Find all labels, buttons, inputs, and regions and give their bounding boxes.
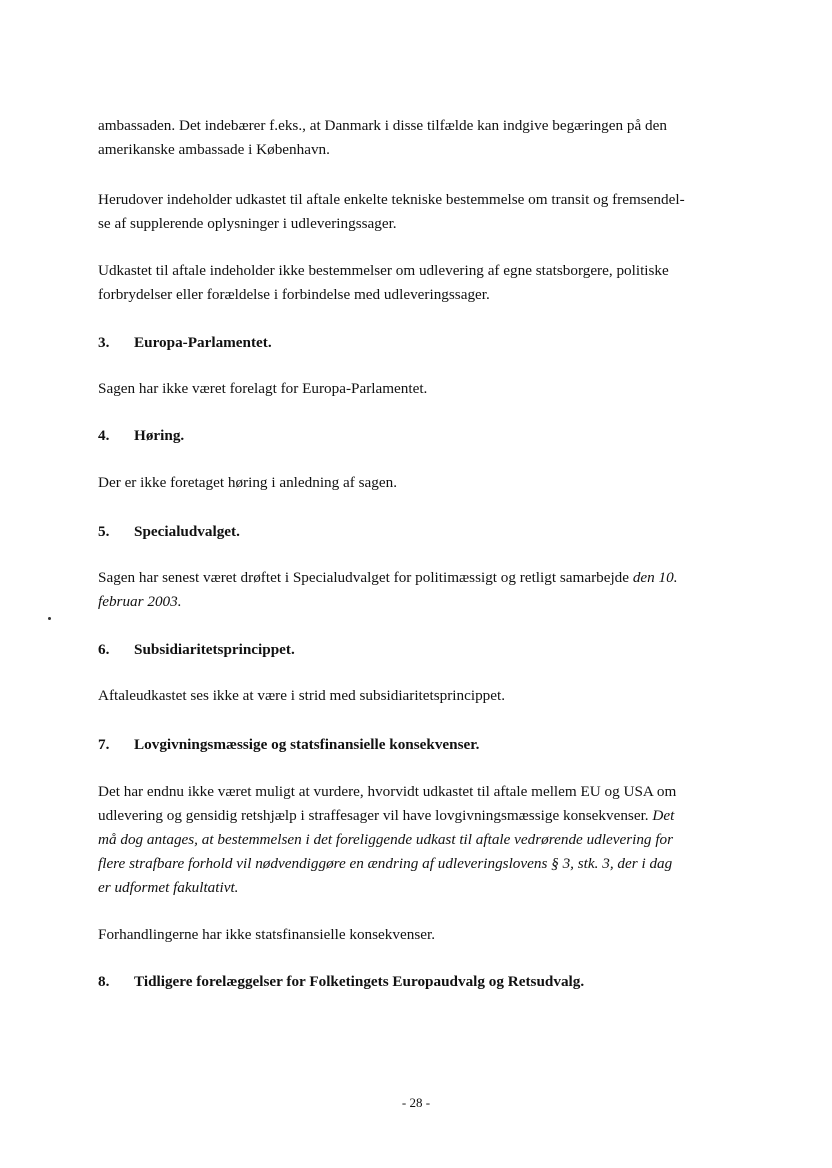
section-title: Europa-Parlamentet. [134, 334, 272, 351]
text-regular: udlevering og gensidig retshjælp i straffesager vil have lovgivningsmæssige konsekvenser. [98, 807, 653, 824]
text-line [98, 804, 748, 828]
text-line: Udkastet til aftale indeholder ikke bestemmelser om udlevering af egne statsborgere, politiske [98, 262, 669, 279]
section-heading-3 [98, 331, 748, 355]
text-line: flere strafbare forhold vil nødvendiggøre en ændring af udleveringslovens § 3, stk. 3, der i dag [98, 855, 673, 872]
section-heading-4 [98, 424, 748, 448]
text-line: se af supplerende oplysninger i udleveringssager. [98, 215, 397, 232]
section-title: Specialudvalget. [134, 523, 240, 540]
text-line: må dog antages, at bestemmelsen i det foreliggende udkast til aftale vedrørende udlevering for [98, 831, 674, 848]
text-line: Der er ikke foretaget høring i anledning af sagen. [98, 474, 397, 491]
paragraph-forhandlingerne [98, 923, 748, 947]
section-number: 8. [98, 973, 110, 990]
text-line: Forhandlingerne har ikke statsfinansielle konsekvenser. [98, 926, 435, 943]
paragraph-hoering [98, 471, 748, 495]
section-heading-6 [98, 638, 748, 662]
paragraph-specialudvalget [98, 566, 748, 614]
section-title: Subsidiaritetsprincippet. [134, 641, 295, 658]
text-italic: den 10. [632, 569, 678, 586]
section-title: Høring. [134, 427, 185, 444]
section-number: 5. [98, 523, 110, 540]
section-heading-5 [98, 520, 748, 544]
section-title: Lovgivningsmæssige og statsfinansielle konsekvenser. [134, 736, 480, 753]
paragraph-udkastet [98, 259, 748, 307]
paragraph-lovgivning [98, 780, 748, 900]
paragraph-subsidiaritet [98, 684, 748, 708]
text-line: Aftaleudkastet ses ikke at være i strid med subsidiaritetsprincippet. [98, 687, 506, 704]
text-regular: Sagen har senest været drøftet i Specialudvalget for politimæssigt og retligt samarbejde [98, 569, 633, 586]
section-title: Tidligere forelæggelser for Folketingets Europaudvalg og Retsudvalg. [134, 973, 585, 990]
text-line: Herudover indeholder udkastet til aftale enkelte tekniske bestemmelse om transit og fremsendel- [98, 191, 685, 208]
text-line: februar 2003. [98, 593, 182, 610]
text-line: Det har endnu ikke været muligt at vurdere, hvorvidt udkastet til aftale mellem EU og USA om [98, 783, 677, 800]
section-heading-8 [98, 970, 748, 994]
paragraph-herudover [98, 188, 748, 236]
paragraph-ambassaden [98, 114, 748, 162]
paragraph-europa-parlamentet [98, 377, 748, 401]
text-italic: Det [652, 807, 675, 824]
text-line: er udformet fakultativt. [98, 879, 239, 896]
text-line: amerikanske ambassade i København. [98, 141, 330, 158]
section-number: 4. [98, 427, 110, 444]
page-number: - 28 - [401, 1095, 431, 1110]
text-line: forbrydelser eller forældelse i forbindelse med udleveringssager. [98, 286, 490, 303]
section-number: 3. [98, 334, 110, 351]
text-line: ambassaden. Det indebærer f.eks., at Danmark i disse tilfælde kan indgive begæringen på den [98, 117, 667, 134]
scan-speck [48, 617, 51, 620]
section-heading-7 [98, 733, 748, 757]
section-number: 7. [98, 736, 110, 753]
section-number: 6. [98, 641, 110, 658]
text-line: Sagen har ikke været forelagt for Europa-Parlamentet. [98, 380, 428, 397]
text-line [98, 566, 748, 590]
